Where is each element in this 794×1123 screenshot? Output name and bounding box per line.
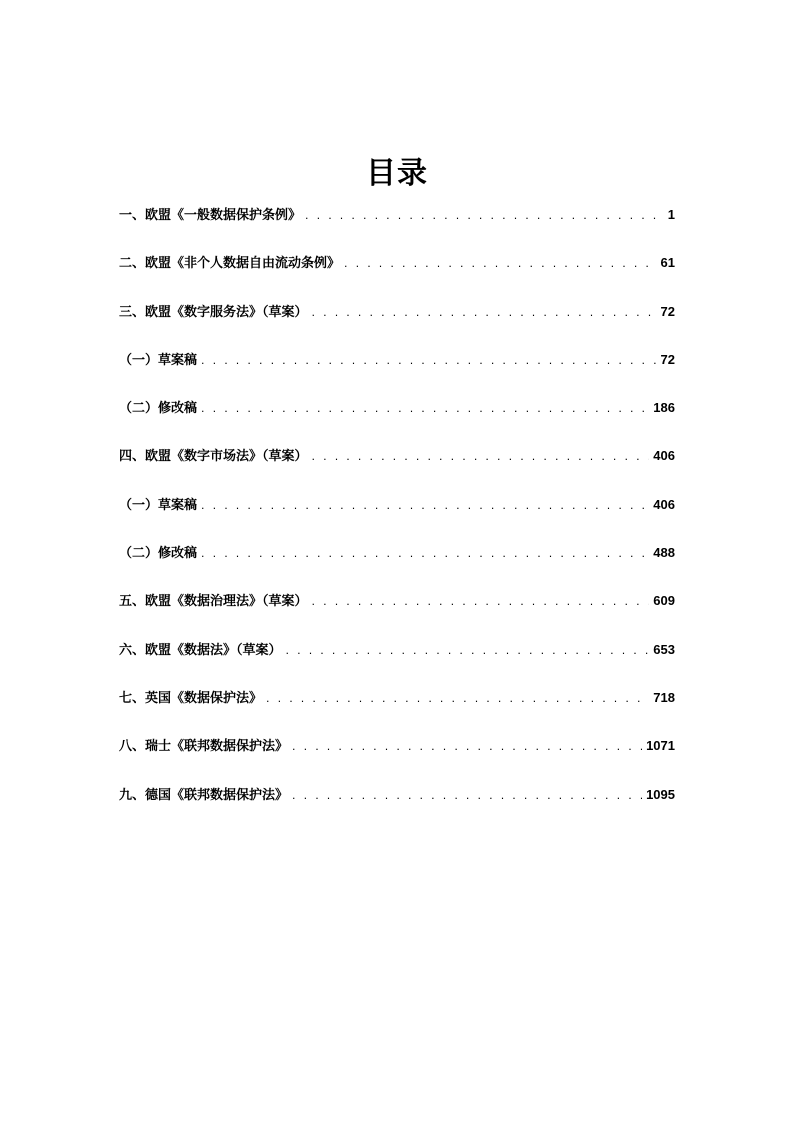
dot-leader <box>312 303 657 323</box>
toc-entry-page-number: 61 <box>660 255 675 271</box>
toc-subentry-3-2[interactable] <box>119 398 675 446</box>
toc-entry-page-number: 609 <box>653 593 675 609</box>
toc-entry-page-number: 72 <box>660 303 675 319</box>
toc-entry-page-number: 718 <box>653 689 675 705</box>
toc-entry-9[interactable] <box>119 785 675 833</box>
toc-entry-label: （二）修改稿 <box>119 401 198 417</box>
toc-entry-label: （一）草案稿 <box>119 497 198 513</box>
dot-leader <box>201 399 649 419</box>
toc-entry-page-number: 186 <box>653 400 675 416</box>
dot-leader <box>292 786 642 806</box>
toc-entry-7[interactable] <box>119 688 675 736</box>
toc-entry-label: 八、瑞士《联邦数据保护法》 <box>119 739 289 755</box>
toc-entry-page-number: 406 <box>653 448 675 464</box>
toc-entry-label: （二）修改稿 <box>119 546 198 562</box>
toc-entry-label: 四、欧盟《数字市场法》（草案） <box>119 449 308 465</box>
toc-entry-6[interactable] <box>119 640 675 688</box>
dot-leader <box>344 254 657 274</box>
toc-entry-label: 六、欧盟《数据法》（草案） <box>119 642 282 658</box>
dot-leader <box>201 544 649 564</box>
dot-leader <box>201 351 657 371</box>
toc-entry-4[interactable] <box>119 446 675 494</box>
toc-entry-page-number: 1 <box>667 207 675 222</box>
dot-leader <box>305 206 664 226</box>
toc-subentry-3-1[interactable] <box>119 350 675 398</box>
dot-leader <box>286 641 650 661</box>
toc-entry-page-number: 406 <box>653 496 675 512</box>
toc-entry-label: （一）草案稿 <box>119 352 198 368</box>
dot-leader <box>312 592 650 612</box>
dot-leader <box>266 689 649 709</box>
toc-entry-page-number: 1071 <box>646 738 675 754</box>
toc-entry-label: 二、欧盟《非个人数据自由流动条例》 <box>119 256 341 272</box>
toc-entry-8[interactable] <box>119 736 675 784</box>
toc-entry-page-number: 72 <box>660 351 675 367</box>
toc-subentry-4-2[interactable] <box>119 543 675 591</box>
toc-entry-page-number: 653 <box>653 641 675 657</box>
toc-entry-label: 三、欧盟《数字服务法》（草案） <box>119 304 308 320</box>
toc-entry-3[interactable] <box>119 302 675 350</box>
toc-entry-page-number: 488 <box>653 545 675 561</box>
toc-entry-page-number: 1095 <box>646 786 675 802</box>
toc-entry-label: 七、英国《数据保护法》 <box>119 690 263 706</box>
toc-entry-2[interactable] <box>119 253 675 301</box>
toc-entry-5[interactable] <box>119 591 675 639</box>
toc-entry-label: 五、欧盟《数据治理法》（草案） <box>119 594 308 610</box>
table-of-contents <box>119 205 675 833</box>
dot-leader <box>312 447 650 467</box>
toc-entry-1[interactable] <box>119 205 675 253</box>
dot-leader <box>292 737 642 757</box>
page-title: 目录 <box>366 156 428 191</box>
dot-leader <box>201 496 649 516</box>
toc-entry-label: 九、德国《联邦数据保护法》 <box>119 787 289 803</box>
toc-subentry-4-1[interactable] <box>119 495 675 543</box>
toc-entry-label: 一、欧盟《一般数据保护条例》 <box>119 208 302 223</box>
